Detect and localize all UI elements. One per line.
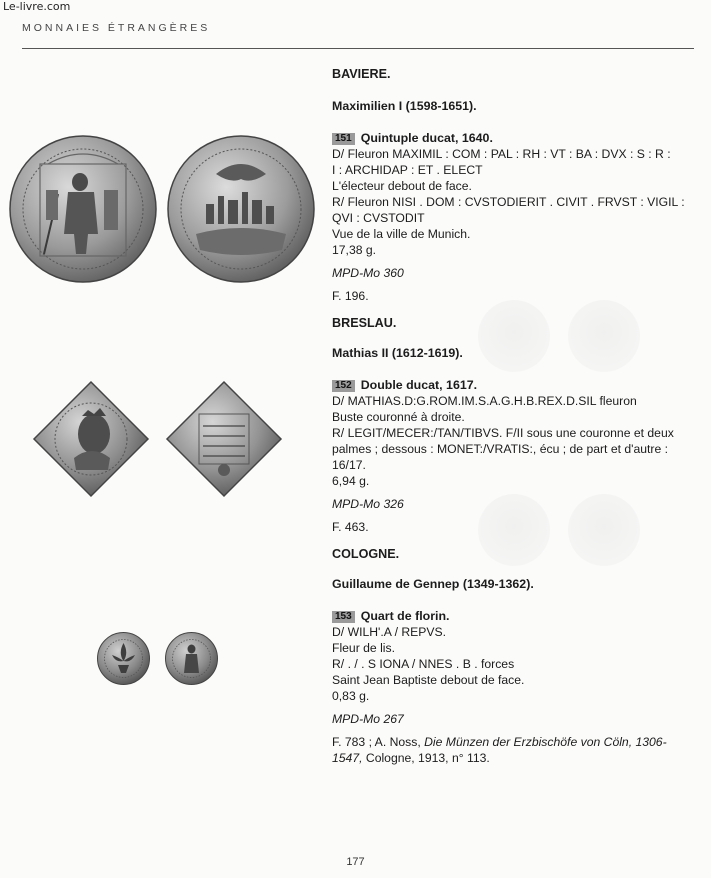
description-line: Vue de la ville de Munich.: [332, 227, 471, 241]
bibliography-title-cont: 1547,: [332, 751, 363, 765]
lot-number-badge: 153: [332, 611, 355, 623]
lot-title: Quintuple ducat, 1640.: [360, 131, 493, 145]
weight-line: 17,38 g.: [332, 243, 377, 257]
description-line: L'électeur debout de face.: [332, 179, 472, 193]
country-heading: COLOGNE.: [332, 547, 400, 561]
description-line: R/ . / . S IONA / NNES . B . forces: [332, 657, 515, 671]
reference-line: MPD-Mo 267: [332, 712, 404, 726]
page-number: 177: [346, 856, 365, 868]
lot-title-row: [332, 377, 702, 393]
coin-152-reverse-image: [163, 378, 285, 500]
bibliography-line: [332, 734, 702, 750]
reference-line: MPD-Mo 360: [332, 266, 404, 280]
ruler-heading: Guillaume de Gennep (1349-1362).: [332, 577, 534, 591]
bibliography-line: F. 196.: [332, 289, 369, 303]
lot-title: Double ducat, 1617.: [360, 378, 478, 392]
country-heading: BAVIERE.: [332, 67, 391, 81]
weight-line: 0,83 g.: [332, 689, 370, 703]
bibliography-line: [332, 750, 702, 766]
catalogue-text: [332, 62, 702, 766]
lot-title-row: [332, 608, 702, 624]
coin-151-reverse-image: [166, 134, 316, 284]
lot-title: Quart de florin.: [360, 609, 450, 623]
coin-152-obverse-image: [30, 378, 152, 500]
description-line: Buste couronné à droite.: [332, 410, 465, 424]
ruler-heading: Mathias II (1612-1619).: [332, 346, 463, 360]
coin-153-obverse-image: [96, 631, 151, 686]
ruler-heading: Maximilien I (1598-1651).: [332, 99, 477, 113]
country-heading: BRESLAU.: [332, 316, 397, 330]
watermark: Le-livre.com: [3, 0, 71, 13]
bibliography-suffix: Cologne, 1913, n° 113.: [362, 751, 490, 765]
description-line: R/ Fleuron NISI . DOM : CVSTODIERIT . CIVIT . FRVST : VIGIL :: [332, 195, 685, 209]
bibliography-prefix: F. 783 ; A. Noss,: [332, 735, 425, 749]
section-header: MONNAIES ÉTRANGÈRES: [22, 22, 211, 34]
description-line: Fleur de lis.: [332, 641, 395, 655]
description-line: I : ARCHIDAP : ET . ELECT: [332, 163, 483, 177]
description-line: QVI : CVSTODIT: [332, 211, 425, 225]
lot-number-badge: 151: [332, 133, 355, 145]
description-line: D/ Fleuron MAXIMIL : COM : PAL : RH : VT : BA : DVX : S : R :: [332, 147, 671, 161]
bibliography-line: F. 463.: [332, 520, 369, 534]
description-line: Saint Jean Baptiste debout de face.: [332, 673, 525, 687]
bibliography-title: Die Münzen der Erzbischöfe von Cöln, 1306-: [424, 735, 667, 749]
header-divider: [22, 48, 694, 49]
lot-title-row: [332, 130, 702, 146]
coin-153-reverse-image: [164, 631, 219, 686]
description-line: palmes ; dessous : MONET:/VRATIS:, écu ; de part et d'autre :: [332, 442, 669, 456]
description-line: D/ WILH'.A / REPVS.: [332, 625, 447, 639]
reference-line: MPD-Mo 326: [332, 497, 404, 511]
coin-151-obverse-image: [8, 134, 158, 284]
description-line: R/ LEGIT/MECER:/TAN/TIBVS. F/II sous une couronne et deux: [332, 426, 674, 440]
lot-number-badge: 152: [332, 380, 355, 392]
weight-line: 6,94 g.: [332, 474, 370, 488]
description-line: 16/17.: [332, 458, 366, 472]
description-line: D/ MATHIAS.D:G.ROM.IM.S.A.G.H.B.REX.D.SIL fleuron: [332, 394, 637, 408]
